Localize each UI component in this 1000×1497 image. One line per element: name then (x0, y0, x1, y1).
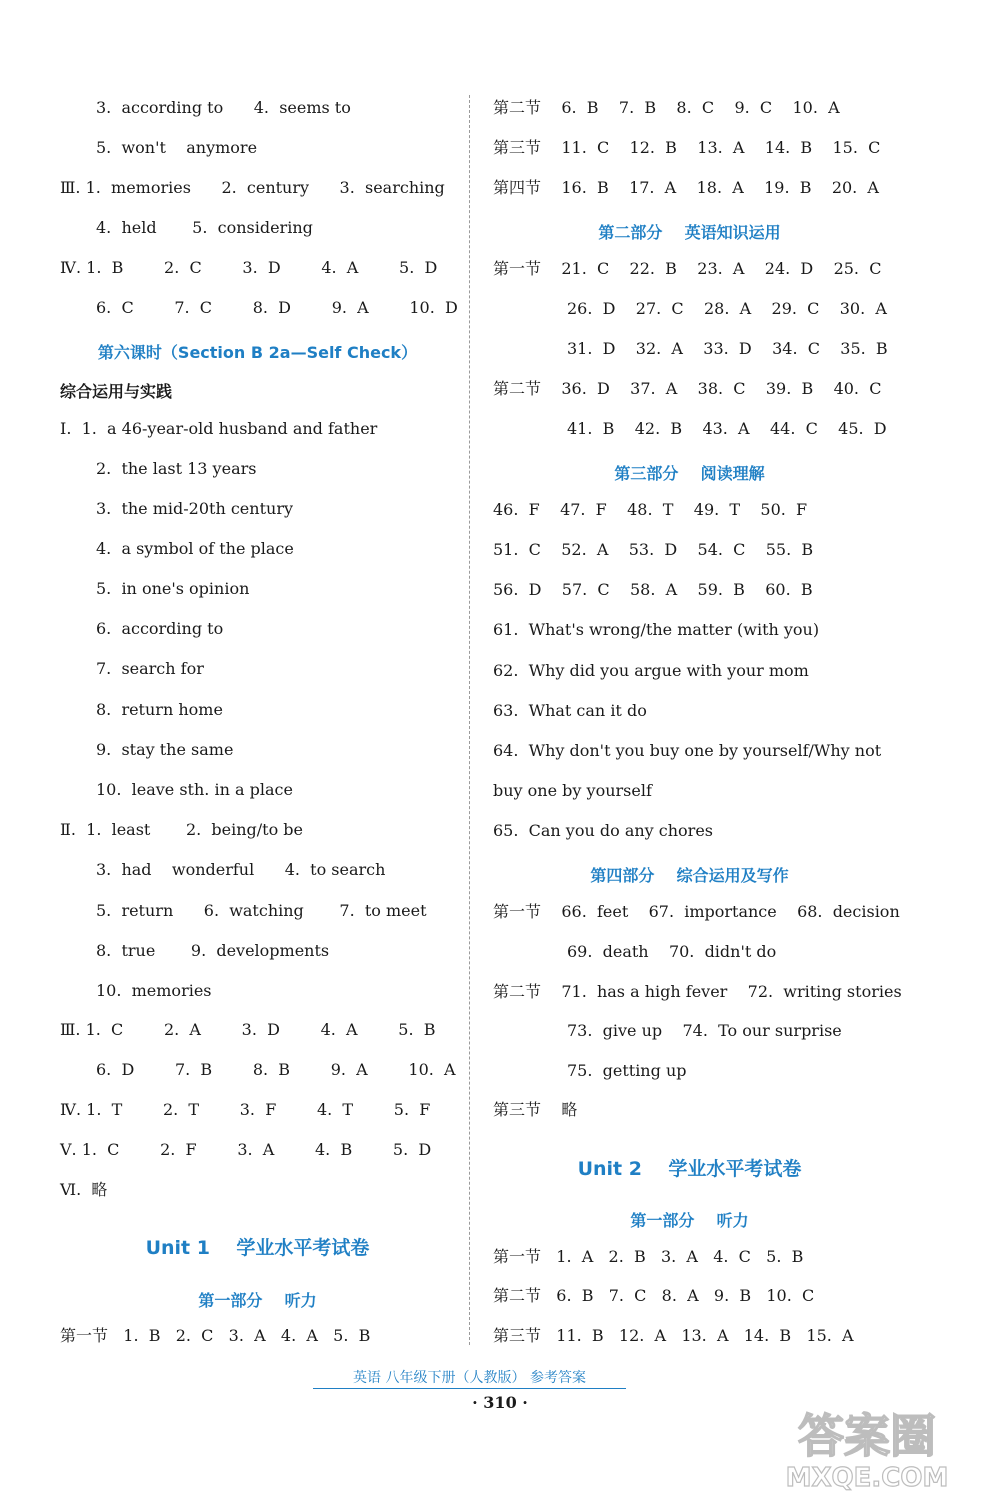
left-answer-line: 5. return 6. watching 7. to meet (96, 901, 427, 920)
left-answer-line: Ⅳ. 1. T 2. T 3. F 4. T 5. F (60, 1100, 431, 1119)
left-answer-line: 2. the last 13 years (96, 459, 257, 478)
right-answer-line: 75. getting up (567, 1061, 687, 1080)
right-answer-line: 61. What's wrong/the matter (with you) (493, 620, 820, 639)
section-heading: 第一部分 听力 (198, 1291, 317, 1310)
left-answer-line: 10. memories (96, 981, 212, 1000)
right-answer-line: 64. Why don't you buy one by yourself/Why not (493, 741, 882, 760)
right-answer-line: 第三节 略 (493, 1100, 578, 1119)
left-answer-line: Ⅳ. 1. B 2. C 3. D 4. A 5. D (60, 258, 438, 277)
right-answer-line: 65. Can you do any chores (493, 821, 714, 840)
right-answer-line: 62. Why did you argue with your mom (493, 661, 809, 680)
subsection-title: 综合运用与实践 (60, 382, 173, 401)
right-answer-line: 51. C 52. A 53. D 54. C 55. B (493, 540, 814, 559)
left-answer-line: 3. had wonderful 4. to search (96, 860, 386, 879)
right-answer-line: 73. give up 74. To our surprise (567, 1021, 842, 1040)
section-heading: 第一部分 听力 (630, 1211, 749, 1230)
right-answer-line: 第一节 21. C 22. B 23. A 24. D 25. C (493, 259, 882, 278)
page-number: · 310 · (472, 1393, 528, 1412)
right-answer-line: 46. F 47. F 48. T 49. T 50. F (493, 500, 808, 519)
left-answer-line: 5. in one's opinion (96, 579, 250, 598)
right-answer-line: buy one by yourself (493, 781, 652, 800)
left-answer-line: 4. a symbol of the place (96, 539, 294, 558)
right-answer-line: 第三节 11. C 12. B 13. A 14. B 15. C (493, 138, 881, 157)
left-answer-line: Ⅱ. 1. least 2. being/to be (60, 820, 303, 839)
right-answer-line: 69. death 70. didn't do (567, 942, 777, 961)
left-answer-line: 5. won't anymore (96, 138, 258, 157)
left-answer-line: Ⅵ. 略 (60, 1180, 108, 1199)
section-heading: 第二部分 英语知识运用 (598, 223, 781, 242)
left-answer-line: 10. leave sth. in a place (96, 780, 293, 799)
column-divider (469, 95, 470, 1345)
right-answer-line: 第三节 11. B 12. A 13. A 14. B 15. A (493, 1326, 854, 1345)
section-heading: 第四部分 综合运用及写作 (590, 866, 789, 885)
left-answer-line: 6. according to (96, 619, 224, 638)
left-answer-line: 4. held 5. considering (96, 218, 313, 237)
left-answer-line: Ⅴ. 1. C 2. F 3. A 4. B 5. D (60, 1140, 432, 1159)
left-answer-line: 3. the mid-20th century (96, 499, 293, 518)
watermark-text-main: 答案圈 (798, 1409, 936, 1463)
left-answer-line: 6. D 7. B 8. B 9. A 10. A (96, 1060, 456, 1079)
left-answer-line: 第一节 1. B 2. C 3. A 4. A 5. B (60, 1326, 371, 1345)
left-answer-line: 9. stay the same (96, 740, 234, 759)
left-answer-line: 8. return home (96, 700, 223, 719)
right-answer-line: 56. D 57. C 58. A 59. B 60. B (493, 580, 813, 599)
right-answer-line: 第一节 1. A 2. B 3. A 4. C 5. B (493, 1247, 804, 1266)
section-heading: Unit 1 学业水平考试卷 (145, 1237, 370, 1259)
right-answer-line: 第二节 6. B 7. C 8. A 9. B 10. C (493, 1286, 815, 1305)
right-answer-line: 第二节 36. D 37. A 38. C 39. B 40. C (493, 379, 882, 398)
right-answer-line: 第四节 16. B 17. A 18. A 19. B 20. A (493, 178, 879, 197)
right-answer-line: 31. D 32. A 33. D 34. C 35. B (567, 339, 888, 358)
right-answer-line: 第二节 71. has a high fever 72. writing stories (493, 982, 902, 1001)
section-heading: Unit 2 学业水平考试卷 (577, 1158, 802, 1180)
section-heading: 第六课时（Section B 2a—Self Check） (97, 343, 418, 362)
right-answer-line: 26. D 27. C 28. A 29. C 30. A (567, 299, 887, 318)
watermark-logo (742, 1400, 992, 1492)
right-answer-line: 第二节 6. B 7. B 8. C 9. C 10. A (493, 98, 840, 117)
section-heading: 第三部分 阅读理解 (614, 464, 765, 483)
left-answer-line: 7. search for (96, 659, 204, 678)
right-answer-line: 41. B 42. B 43. A 44. C 45. D (567, 419, 887, 438)
left-answer-line: 8. true 9. developments (96, 941, 330, 960)
left-answer-line: Ⅰ. 1. a 46-year-old husband and father (60, 419, 378, 438)
left-answer-line: Ⅲ. 1. C 2. A 3. D 4. A 5. B (60, 1020, 436, 1039)
watermark-text-url: MXQE.COM (785, 1463, 949, 1492)
left-answer-line: Ⅲ. 1. memories 2. century 3. searching (60, 178, 445, 197)
right-answer-line: 第一节 66. feet 67. importance 68. decision (493, 902, 900, 921)
left-answer-line: 6. C 7. C 8. D 9. A 10. D (96, 298, 458, 317)
footer-title: 英语 八年级下册（人教版） 参考答案 (313, 1367, 626, 1389)
left-answer-line: 3. according to 4. seems to (96, 98, 351, 117)
right-answer-line: 63. What can it do (493, 701, 647, 720)
